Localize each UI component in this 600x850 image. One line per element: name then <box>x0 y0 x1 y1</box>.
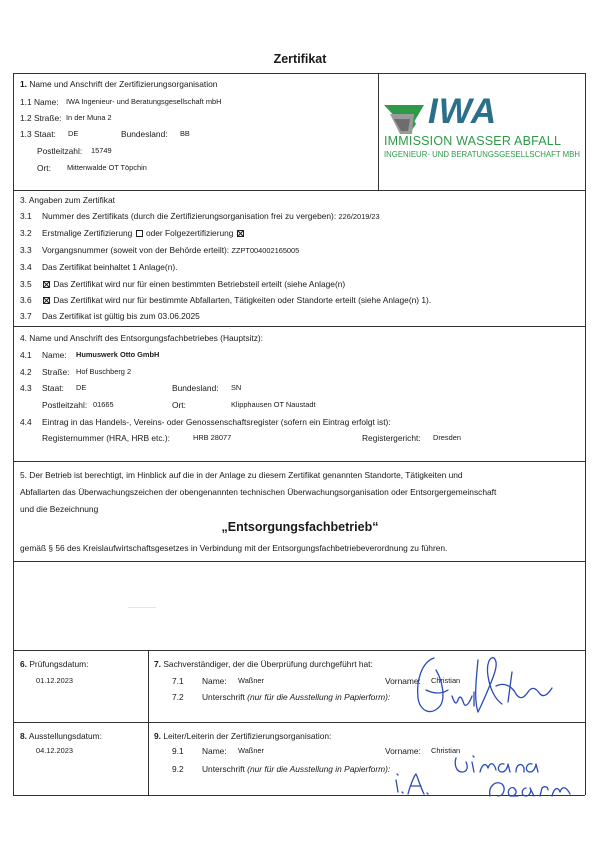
s6-label: Prüfungsdatum: <box>29 659 89 669</box>
s4-company-name: Humuswerk Otto GmbH <box>76 350 160 359</box>
s7-number: 7. <box>154 659 161 669</box>
frame-left-border <box>13 73 14 795</box>
s4-register-number-label: Registernummer (HRA, HRB etc.): <box>42 433 170 443</box>
s4-city-label: Ort: <box>172 400 186 410</box>
s4-register-court-label: Registergericht: <box>362 433 421 443</box>
entsorgungsfachbetrieb-designation: „Entsorgungsfachbetrieb“ <box>221 520 379 534</box>
s1-street-value: In der Muna 2 <box>66 113 112 122</box>
follow-up-certification-checkbox[interactable] <box>237 230 244 237</box>
s1-state-label: 1.3 Staat: <box>20 129 56 139</box>
s4-postcode-label: Postleitzahl: <box>42 400 88 410</box>
s3-process-number: ZZPT004002165005 <box>231 246 300 255</box>
s7-name-label: Name: <box>202 676 227 686</box>
s3-num-1: 3.1 <box>20 211 32 221</box>
s3-num-2: 3.2 <box>20 228 32 238</box>
s4-postcode-value: 01665 <box>93 400 114 409</box>
s4-state-label: Staat: <box>42 383 64 393</box>
s7-heading: Sachverständiger, der die Überprüfung durchgeführt hat: <box>163 659 373 669</box>
s8-label: Ausstellungsdatum: <box>28 731 102 741</box>
s4-register-number: HRB 28077 <box>193 433 232 442</box>
s7-vorname: Christian <box>431 676 461 685</box>
s7-num-2: 7.2 <box>172 692 184 702</box>
iwa-logo-line1: IMMISSION WASSER ABFALL <box>384 134 562 148</box>
s4-bundesland-label: Bundesland: <box>172 383 219 393</box>
s3-waste-types-text: Das Zertifikat wird nur für bestimmte Abfallarten, Tätigkeiten oder Standorte erteilt (siehe Anlage(n) 1). <box>53 295 432 305</box>
faint-mark <box>128 607 156 608</box>
s4-state-value: DE <box>76 383 87 392</box>
s1-heading-number: 1. <box>20 79 27 89</box>
s1-name-value: IWA Ingenieur- und Beratungsgesellschaft mbH <box>66 97 222 106</box>
s7-name: Waßner <box>238 676 265 685</box>
expert-signature-icon <box>412 650 562 722</box>
s5-line-4: gemäß § 56 des Kreislaufwirtschaftsgesetzes in Verbindung mit der Entsorgungsfachbetriebeverordnung zu führen. <box>20 543 448 553</box>
s5-line-3: und die Bezeichnung <box>20 504 99 514</box>
waste-types-checkbox[interactable] <box>43 297 50 304</box>
s5-line-2: Abfallarten das Überwachungszeichen der obengenannten technischen Überwachungsorganisation oder Entsorgergemeinschaft <box>20 487 497 497</box>
s1-postcode-value: 15749 <box>91 146 112 155</box>
page-title: Zertifikat <box>273 52 327 66</box>
s9-name: Waßner <box>238 746 265 755</box>
section-divider-8 <box>13 722 585 723</box>
section-divider-4 <box>13 326 585 327</box>
s4-num-1: 4.1 <box>20 350 32 360</box>
s7-signature-label: Unterschrift <box>202 692 245 702</box>
frame-top-border <box>13 73 585 74</box>
inspection-date: 01.12.2023 <box>36 676 73 685</box>
s1-heading: Name und Anschrift der Zertifizierungsorganisation <box>29 79 218 89</box>
section-divider-5 <box>13 461 585 462</box>
s4-num-2: 4.2 <box>20 367 32 377</box>
s9-signature-note: (nur für die Ausstellung in Papierform): <box>247 764 391 774</box>
s1-city-value: Mittenwalde OT Töpchin <box>67 163 147 172</box>
date-column-divider <box>148 650 149 795</box>
s5-line-1: 5. Der Betrieb ist berechtigt, im Hinblick auf die in der Anlage zu diesem Zertifikat genannten Standorte, Tätigkeiten und <box>20 470 463 480</box>
s1-name-label: 1.1 Name: <box>20 97 59 107</box>
s4-bundesland-value: SN <box>231 383 242 392</box>
s3-certificate-number-label: Nummer des Zertifikats (durch die Zertifizierungsorganisation frei zu vergeben): <box>42 211 337 221</box>
s9-vorname-label: Vorname: <box>385 746 421 756</box>
s4-heading: 4. Name und Anschrift des Entsorgungsfachbetriebes (Hauptsitz): <box>20 333 264 343</box>
s3-follow-up-certification-label: oder Folgezertifizierung <box>145 228 234 238</box>
s4-street-label: Straße: <box>42 367 70 377</box>
s4-register-entry-text: Eintrag in das Handels-, Vereins- oder Genossenschaftsregister (sofern ein Eintrag erfolgt ist): <box>42 417 391 427</box>
iwa-logo-text: IWA <box>428 92 498 131</box>
s1-city-label: Ort: <box>37 163 51 173</box>
s6-number: 6. <box>20 659 27 669</box>
section-divider-empty <box>13 561 585 562</box>
s9-name-label: Name: <box>202 746 227 756</box>
s1-street-label: 1.2 Straße: <box>20 113 62 123</box>
s4-num-4: 4.4 <box>20 417 32 427</box>
s1-postcode-label: Postleitzahl: <box>37 146 83 156</box>
s4-num-3: 4.3 <box>20 383 32 393</box>
s7-num-1: 7.1 <box>172 676 184 686</box>
s3-num-6: 3.6 <box>20 295 32 305</box>
s3-attachments-text: Das Zertifikat beinhaltet 1 Anlage(n). <box>42 262 178 272</box>
s9-number: 9. <box>154 731 161 741</box>
s3-num-3: 3.3 <box>20 245 32 255</box>
s8-number: 8. <box>20 731 27 741</box>
s3-num-5: 3.5 <box>20 279 32 289</box>
s3-process-number-label: Vorgangsnummer (soweit von der Behörde erteilt): <box>42 245 230 255</box>
s3-business-unit-text: Das Zertifikat wird nur für einen bestimmten Betriebsteil erteilt (siehe Anlage(n) <box>53 279 346 289</box>
s4-name-label: Name: <box>42 350 67 360</box>
s9-heading: Leiter/Leiterin der Zertifizierungsorganisation: <box>163 731 332 741</box>
s1-state-value: DE <box>68 129 79 138</box>
s3-heading: 3. Angaben zum Zertifikat <box>20 195 115 205</box>
s1-bundesland-value: BB <box>180 129 190 138</box>
director-signature-icon <box>392 752 582 800</box>
s7-vorname-label: Vorname: <box>385 676 421 686</box>
s4-city-value: Klipphausen OT Naustadt <box>231 400 316 409</box>
first-certification-checkbox[interactable] <box>136 230 143 237</box>
s3-first-certification-label: Erstmalige Zertifizierung <box>42 228 133 238</box>
s3-certificate-number: 226/2019/23 <box>338 212 380 221</box>
s9-signature-label: Unterschrift <box>202 764 245 774</box>
s7-signature-note: (nur für die Ausstellung in Papierform): <box>247 692 391 702</box>
s3-num-7: 3.7 <box>20 311 32 321</box>
issue-date: 04.12.2023 <box>36 746 73 755</box>
s9-vorname: Christian <box>431 746 461 755</box>
logo-cell-divider <box>378 73 379 190</box>
s9-num-2: 9.2 <box>172 764 184 774</box>
s4-street-value: Hof Buschberg 2 <box>76 367 132 376</box>
iwa-logo-line2: INGENIEUR- UND BERATUNGSGESELLSCHAFT MBH <box>384 150 580 159</box>
s3-num-4: 3.4 <box>20 262 32 272</box>
s9-num-1: 9.1 <box>172 746 184 756</box>
iwa-logo <box>384 92 584 170</box>
s1-bundesland-label: Bundesland: <box>121 129 168 139</box>
business-unit-checkbox[interactable] <box>43 281 50 288</box>
s3-validity-text: Das Zertifikat ist gültig bis zum 03.06.2025 <box>42 311 200 321</box>
s4-register-court: Dresden <box>433 433 461 442</box>
frame-right-border <box>585 73 586 795</box>
section-divider-3 <box>13 190 585 191</box>
